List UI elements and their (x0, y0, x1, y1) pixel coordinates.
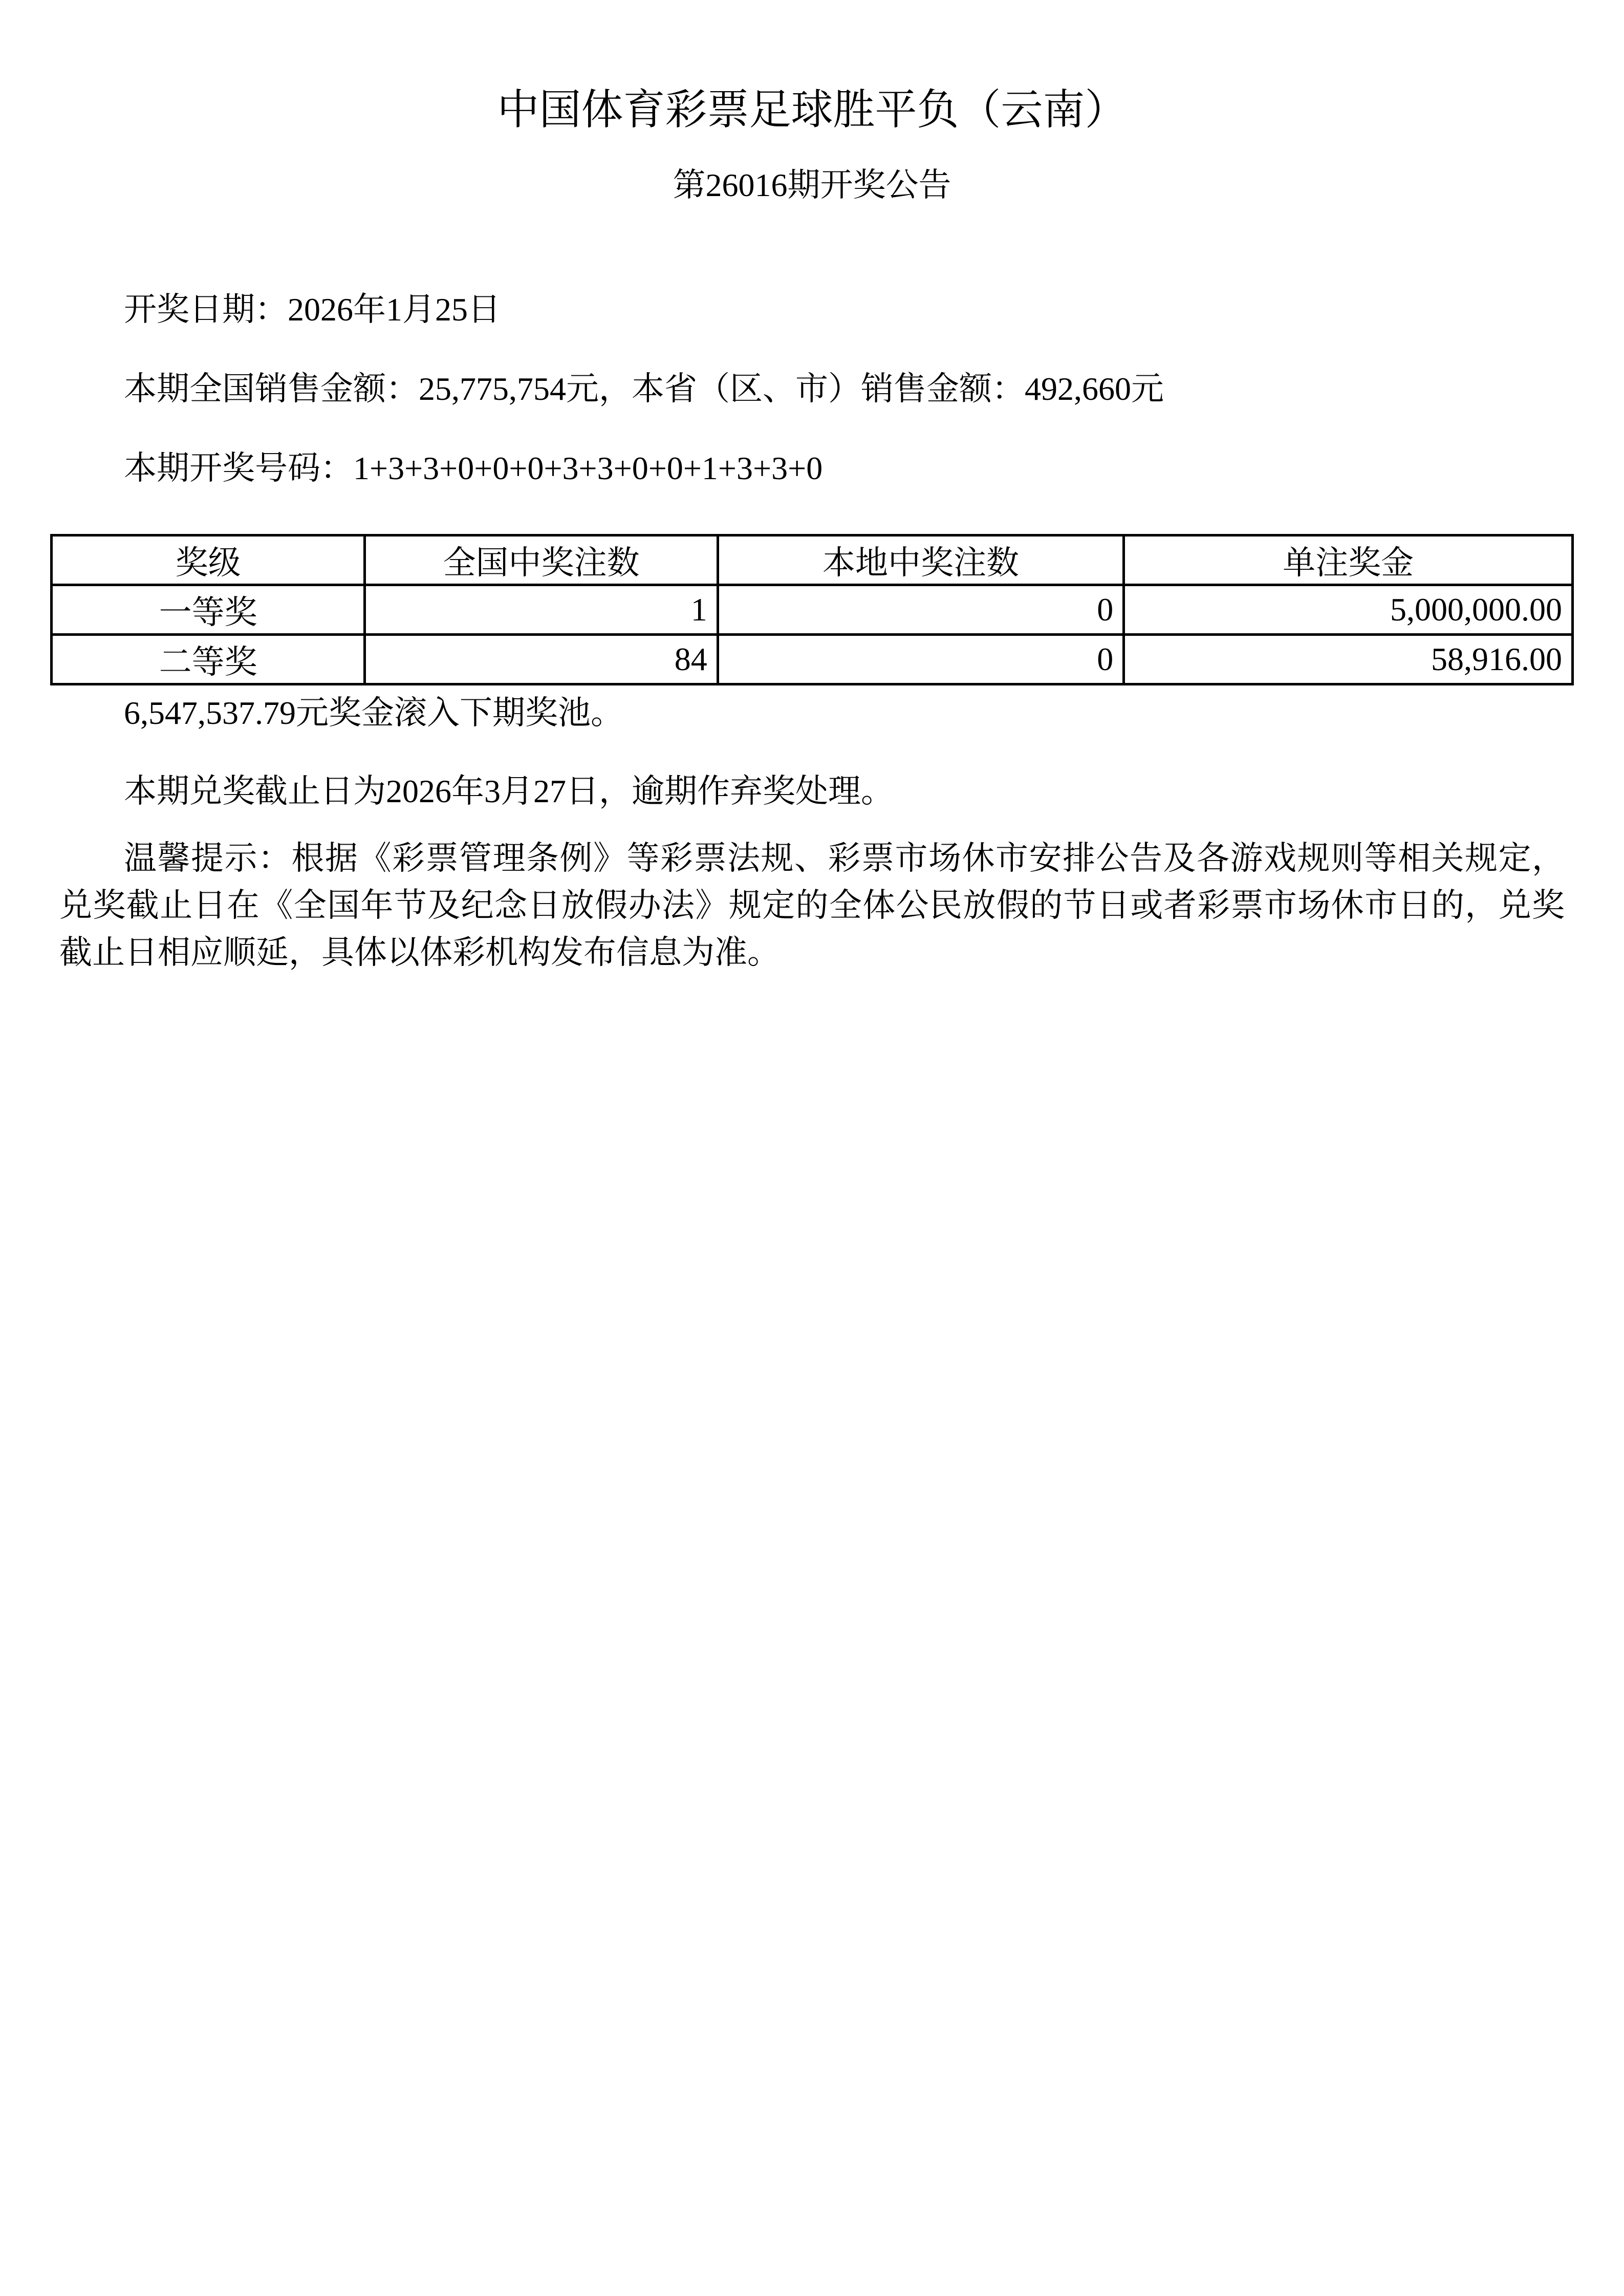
prize-table-header-row (52, 535, 1573, 585)
prize-level-cell: 一等奖 (52, 585, 365, 635)
page-title: 中国体育彩票足球胜平负（云南） (497, 87, 1127, 133)
col-header-single-prize: 单注奖金 (1124, 535, 1573, 585)
single-prize-cell: 58,916.00 (1124, 635, 1573, 684)
col-header-national-winners: 全国中奖注数 (365, 535, 718, 585)
table-row-second-prize (52, 635, 1573, 684)
reminder-note: 温馨提示：根据《彩票管理条例》等彩票法规、彩票市场休市安排公告及各游戏规则等相关规定，兑奖截止日在《全国年节及纪念日放假办法》规定的全体公民放假的节日或者彩票市场休市日的，兑奖截止日相应顺延，具体以体彩机构发布信息为准。 (59, 840, 1565, 971)
redeem-deadline-note: 本期兑奖截止日为2026年3月27日，逾期作弃奖处理。 (124, 773, 894, 809)
draw-date-line: 开奖日期：2026年1月25日 (124, 291, 501, 328)
national-count-cell: 84 (365, 635, 718, 684)
draw-numbers-line: 本期开奖号码：1+3+3+0+0+0+3+3+0+0+1+3+3+0 (124, 450, 823, 486)
rollover-note: 6,547,537.79元奖金滚入下期奖池。 (124, 695, 623, 731)
local-count-cell: 0 (718, 585, 1124, 635)
local-count-cell: 0 (718, 635, 1124, 684)
prize-table (50, 534, 1574, 685)
prize-level-cell: 二等奖 (52, 635, 365, 684)
national-count-cell: 1 (365, 585, 718, 635)
col-header-local-winners: 本地中奖注数 (718, 535, 1124, 585)
single-prize-cell: 5,000,000.00 (1124, 585, 1573, 635)
table-row-first-prize (52, 585, 1573, 635)
page-subtitle: 第26016期开奖公告 (673, 167, 951, 203)
sales-amount-line: 本期全国销售金额：25,775,754元，本省（区、市）销售金额：492,660元 (124, 371, 1164, 407)
col-header-prize-level: 奖级 (52, 535, 365, 585)
